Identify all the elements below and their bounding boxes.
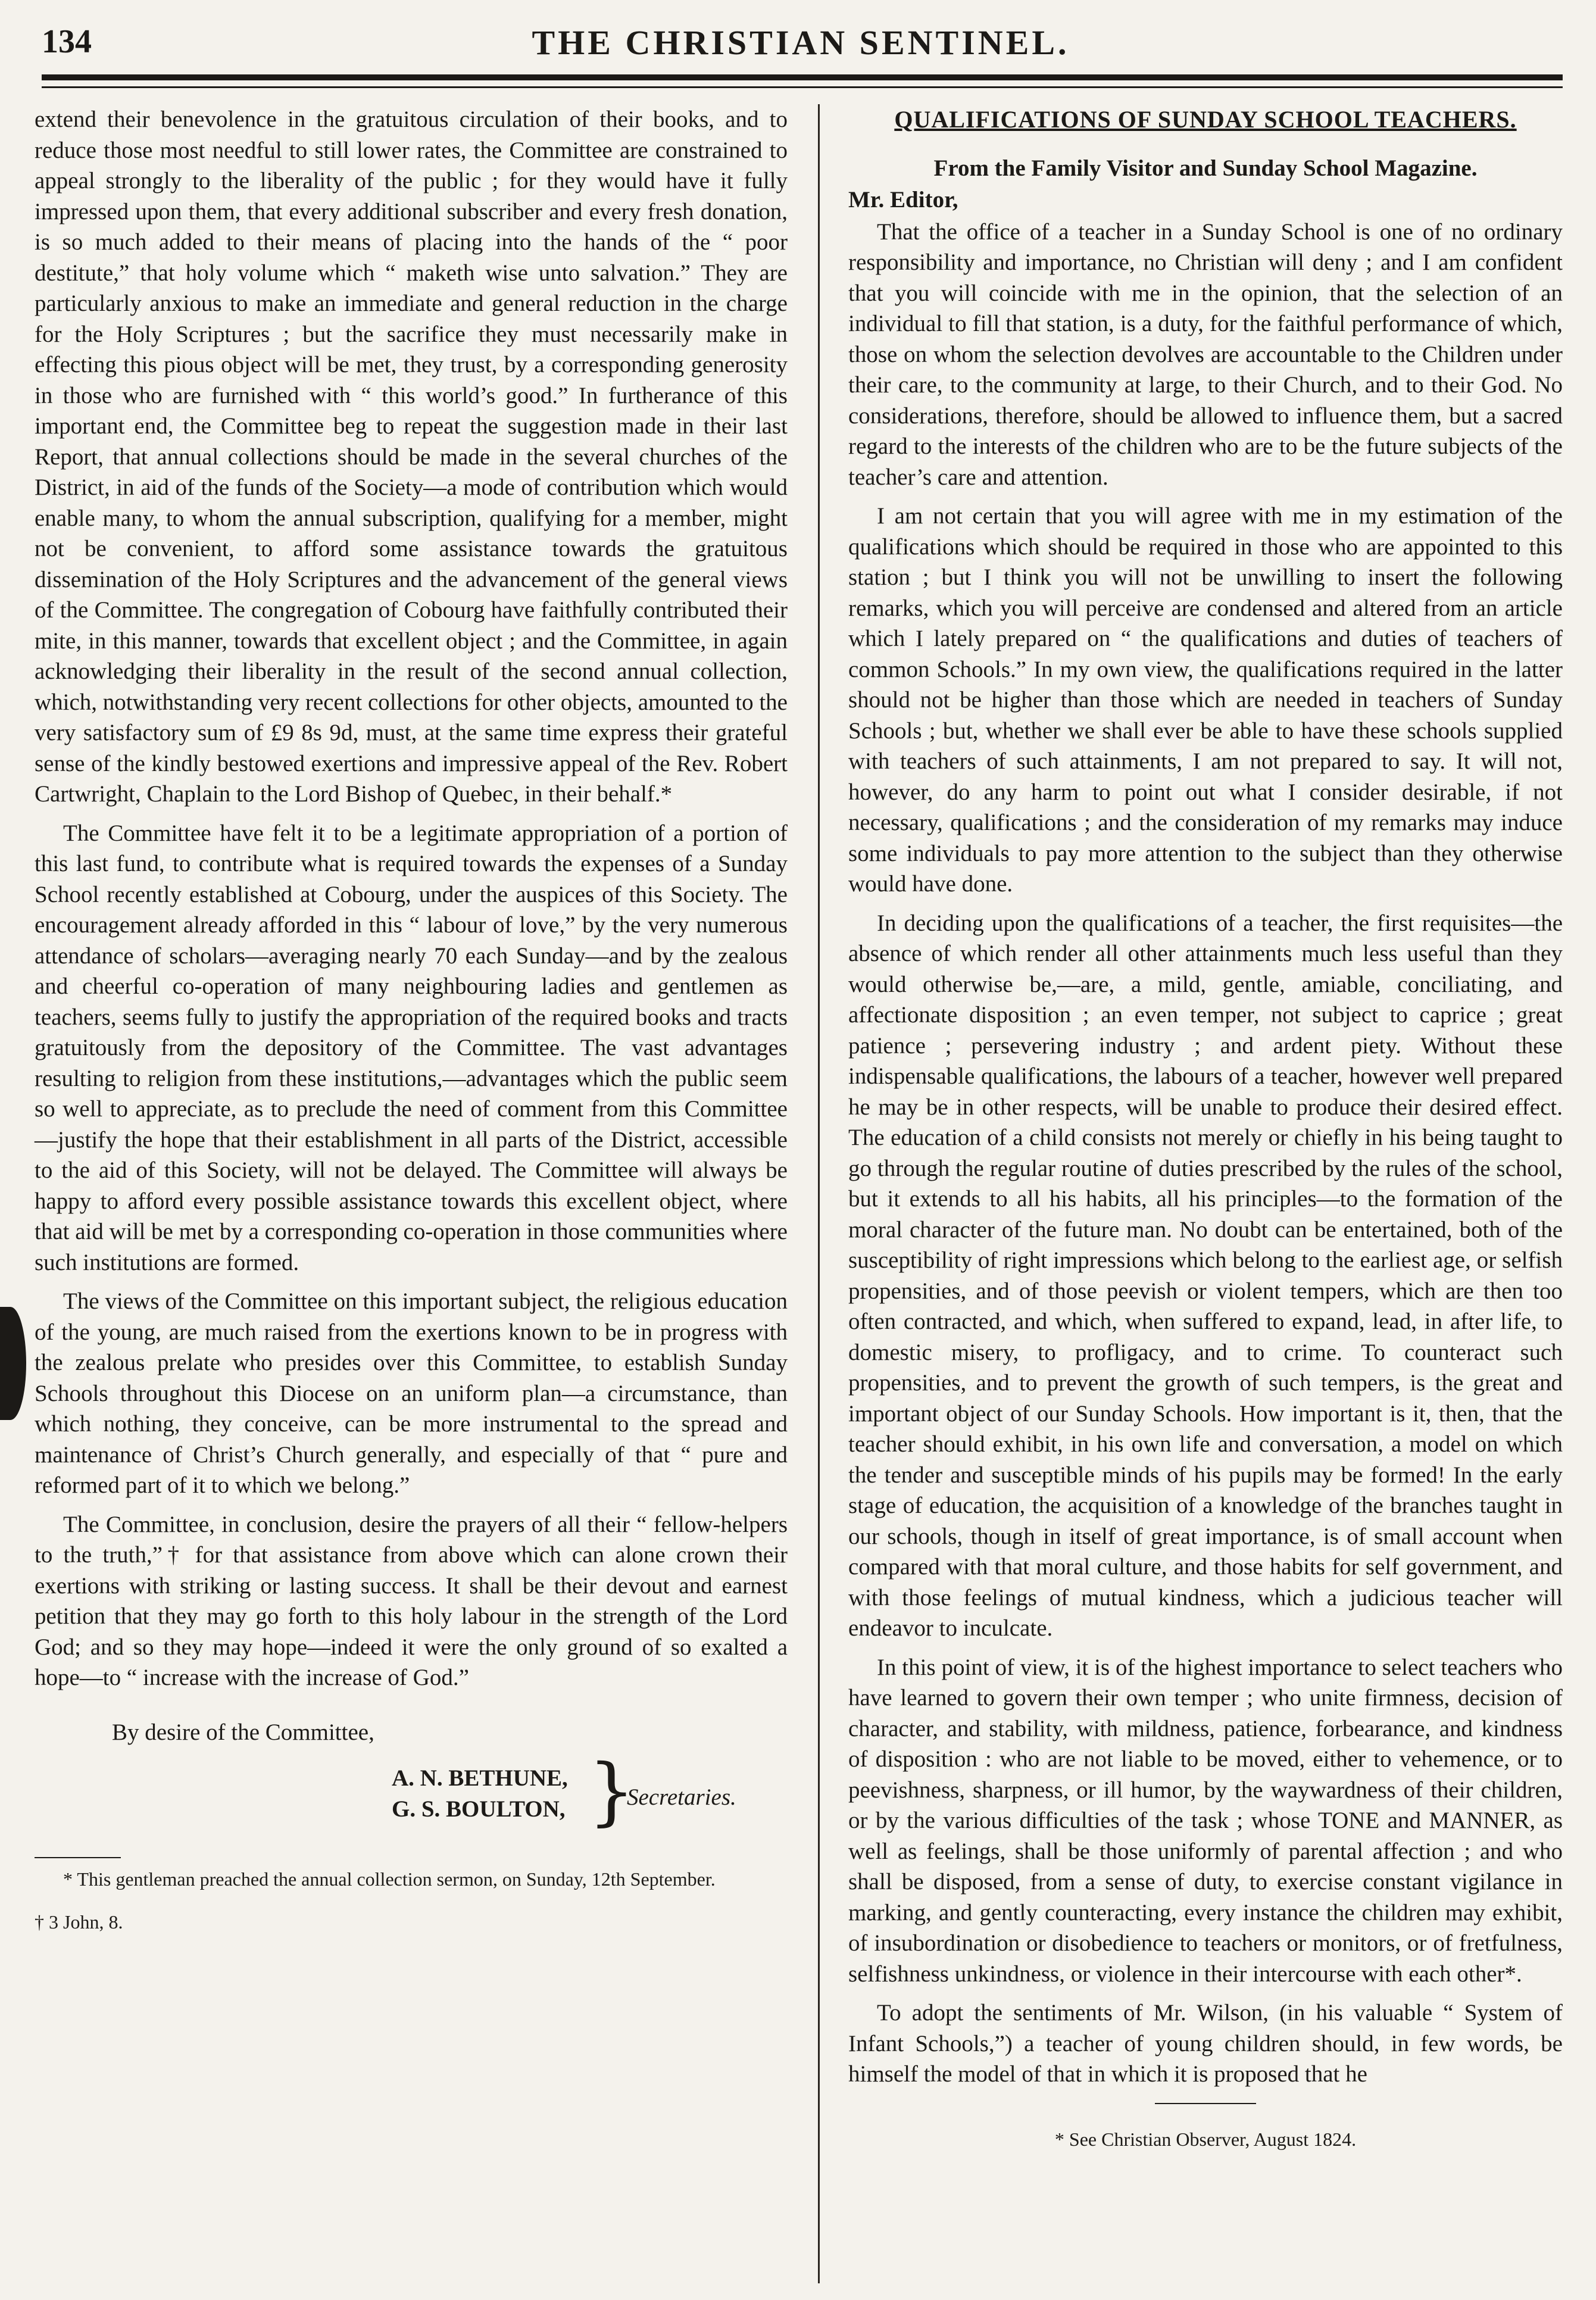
brace-glyph: }: [588, 1749, 635, 1834]
footnote: * See Christian Observer, August 1824.: [1054, 2128, 1357, 2150]
right-paragraph: In this point of view, it is of the highest importance to select teachers who have learned to govern their own temper ; who unite firmness, decision of character, and stability, with mildness, patience, forbearance, and kindness of disposition : who are not liable to be moved, either to vehemence, or to peevishness, sharpness, or ill humor, by the waywardness of their children, or by the various difficulties of the task ; whose TONE and MANNER, as well as feelings, shall be those uniformly of parental affection ; and who shall be disposed, from a sense of duty, to exercise constant vigilance in marking, and gently counteracting, every instance the children may exhibit, of insubordination or disobedience to teachers or monitors, or of fretfulness, selfishness unkindness, or violence in their intercourse with each other*.: [848, 1654, 1563, 1987]
header-rule-thick: [42, 74, 1563, 80]
footnote-rule: [1155, 2103, 1256, 2104]
right-paragraph: I am not certain that you will agree with me in my estimation of the qualifications which should be required in those who are appointed to this station ; but I think you will not be unwilling to insert the following remarks, which you will perceive are condensed and altered from an article which I lately prepared on “ the qualifications and duties of teachers of common Schools.” In my own view, the qualifications required in the latter should not be higher than those which are needed in teachers of Sunday Schools ; but, whether we shall ever be able to have these schools supplied with teachers of such attainments, I am not prepared to say. It will not, however, do any harm to point out what I consider desirable, if not necessary, qualifications ; and the consideration of my remarks may induce some individuals to pay more attention to the subject than they otherwise would have done.: [848, 503, 1563, 897]
ink-blot: [0, 1307, 26, 1420]
right-column: [848, 104, 1563, 2163]
footnote-rule: [35, 1857, 121, 1858]
right-paragraph: To adopt the sentiments of Mr. Wilson, (in his valuable “ System of Infant Schools,”) a teacher of young children should, in few words, be himself the model of that in which it is proposed that he: [848, 2000, 1563, 2087]
running-title: THE CHRISTIAN SENTINEL.: [532, 23, 1070, 62]
left-paragraph: The Committee, in conclusion, desire the prayers of all their “ fellow-helpers to the truth,”† for that assistance from above which can alone crown their exertions with striking or lasting success. It shall be their devout and earnest petition that they may go forth to this holy labour in the strength of the Lord God; and so they may hope—indeed it were the only ground of so exalted a hope—to “ increase with the increase of God.”: [35, 1511, 788, 1690]
salutation: Mr. Editor,: [848, 187, 958, 213]
signature-block: [35, 1749, 788, 1834]
left-paragraph: extend their benevolence in the gratuitous circulation of their books, and to reduce those most needful to still lower rates, the Committee are constrained to appeal strongly to the liberality of the public ; for they would have it fully impressed upon them, that every additional subscriber and every fresh donation, is so much added to their means of placing into the hands of the “ poor destitute,” that holy volume which “ maketh wise unto salvation.” They are particularly anxious to make an immediate and general reduction in the charge for the Holy Scriptures ; but the sacrifice they must necessarily make in effecting this pious object will be met, they trust, by a corresponding generosity in those who are furnished with “ this world’s good.” In furtherance of this important end, the Committee beg to repeat the suggestion made in their last Report, that annual collections should be made in the several churches of the District, in aid of the funds of the Society—a mode of contribution which would enable many, to whom the annual subscription, qualifying for a member, might not be convenient, to afford some assistance towards the gratuitous dissemination of the Holy Scriptures and the advancement of the general views of the Committee. The congregation of Cobourg have faithfully contributed their mite, in this manner, towards that excellent object ; and the Committee, in again acknowledging their liberality in the result of the second annual collection, which, notwithstanding very recent collections for other objects, amounted to the very satisfactory sum of £9 8s 9d, must, at the same time express their grateful sense of the kindly bestowed exertions and impressive appeal of the Rev. Robert Cartwright, Chaplain to the Lord Bishop of Quebec, in their behalf.*: [35, 107, 788, 807]
footnote: * This gentleman preached the annual collection sermon, on Sunday, 12th September.: [63, 1868, 716, 1890]
footnote: † 3 John, 8.: [35, 1911, 123, 1933]
article-source: From the Family Visitor and Sunday School Magazine.: [933, 155, 1478, 181]
page-header: [42, 19, 1560, 73]
right-paragraph: In deciding upon the qualifications of a teacher, the first requisites—the absence of which render all other attainments much less useful than they would otherwise be,—are, a mild, gentle, amiable, conciliating, and affectionate disposition ; an even temper, not subject to caprice ; great patience ; persevering industry ; and ardent piety. Without these indispensable qualifications, the labours of a teacher, however well prepared he may be in other respects, will be unable to produce their desired effect. The education of a child consists not merely or chiefly in his being taught to go through the regular routine of duties prescribed by the rules of the school, but it extends to all his habits, all his principles—to the formation of the moral character of the future man. No doubt can be entertained, both of the susceptibility of right impressions which belong to the earliest age, or selfish propensities, and of those peevish or violent tempers, which are then too often contracted, and which, when suffered to expand, lead, in after life, to domestic misery, to profligacy, and to crime. To counteract such propensities, and to prevent the growth of such tempers, is the great and important object of our Sunday Schools. How important is it, then, that the teacher should exhibit, in his own life and conversation, a model on which the tender and susceptible minds of his pupils may be formed! In the early stage of education, the acquisition of a knowledge of the branches taught in our schools, though in itself of great importance, is of small account when compared with that moral culture, and those habits for self government, and with those feelings of mutual kindness, which a judicious teacher will endeavor to inculcate.: [848, 910, 1563, 1641]
closing-line: By desire of the Committee,: [112, 1719, 374, 1745]
signatory-name: A. N. BETHUNE,: [392, 1765, 568, 1791]
left-paragraph: The Committee have felt it to be a legitimate appropriation of a portion of this last fund, to contribute what is required towards the expenses of a Sunday School recently established at Cobourg, under the auspices of this Society. The encouragement already afforded in this “ labour of love,” by the very numerous attendance of scholars—averaging nearly 70 each Sunday—and by the zealous and cheerful co-operation of many neighbouring ladies and gentlemen as teachers, seems fully to justify the appropriation of the required books and tracts gratuitously from the depository of the Committee. The vast advantages resulting to religion from these institutions,—advantages which the public seem so well to appreciate, as to preclude the need of comment from this Committee—justify the hope that their establishment in all parts of the District, accessible to the aid of this Society, will not be delayed. The Committee will always be happy to afford every possible assistance towards this excellent object, where that aid will be met by a corresponding co-operation in those communities where such institutions are formed.: [35, 820, 788, 1275]
signatory-name: G. S. BOULTON,: [392, 1796, 566, 1822]
signatory-role: Secretaries.: [627, 1784, 736, 1810]
column-divider: [818, 104, 820, 2283]
header-rule-thin: [42, 86, 1563, 88]
page-number: 134: [42, 23, 92, 60]
article-title: QUALIFICATIONS OF SUNDAY SCHOOL TEACHERS.: [894, 106, 1517, 133]
right-paragraph: That the office of a teacher in a Sunday School is one of no ordinary responsibility and importance, no Christian will deny ; and I am confident that you will coincide with me in the opinion, that the selection of an individual to fill that station, is a duty, for the faithful performance of which, those on whom the selection devolves are accountable to the Children under their care, to the community at large, to their Church, and to their God. No considerations, therefore, should be allowed to influence them, but a sacred regard to the interests of the children who are to be the future subjects of the teacher’s care and attention.: [848, 219, 1563, 490]
left-column: [35, 104, 788, 1943]
left-paragraph: The views of the Committee on this important subject, the religious education of the young, are much raised from the exertions known to be in progress with the zealous prelate who presides over this Committee, to establish Sunday Schools throughout this Diocese on an uniform plan—a circumstance, than which nothing, they conceive, can be more instrumental to the spread and maintenance of Christ’s Church generally, and especially of that “ pure and reformed part of it to which we belong.”: [35, 1288, 788, 1498]
signatory-names: [392, 1763, 568, 1825]
